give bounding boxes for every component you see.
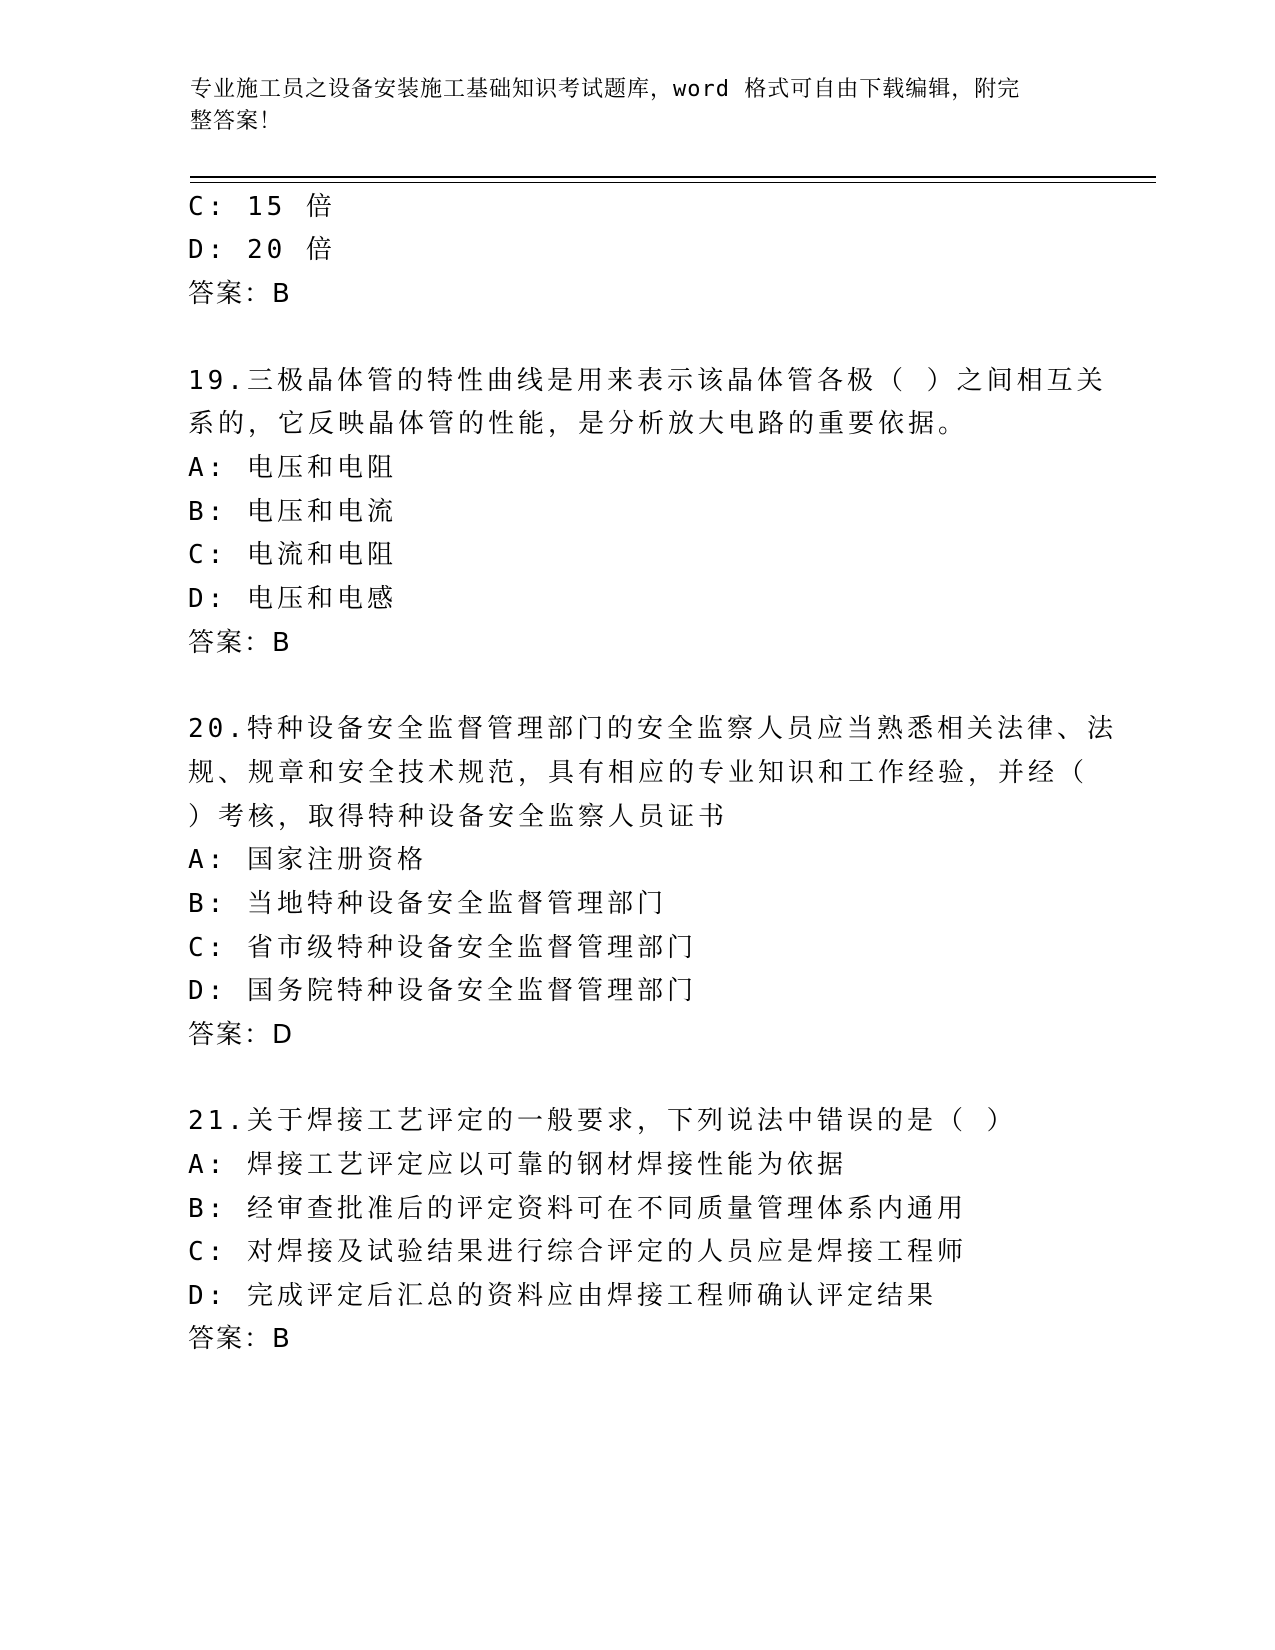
q20-option-d: D: 国务院特种设备安全监督管理部门	[188, 976, 697, 1006]
q21-option-d: D: 完成评定后汇总的资料应由焊接工程师确认评定结果	[188, 1281, 937, 1311]
q21-answer: 答案：B	[188, 1324, 292, 1354]
q18-option-c: C: 15 倍	[188, 192, 336, 222]
q20-option-a: A: 国家注册资格	[188, 845, 427, 875]
q19-stem-line-1: 19.三极晶体管的特性曲线是用来表示该晶体管各极（ ）之间相互关	[188, 366, 1107, 396]
q20-stem-line-2: 规、规章和安全技术规范，具有相应的专业知识和工作经验，并经（	[188, 758, 1089, 788]
q20-stem-line-1: 20.特种设备安全监督管理部门的安全监察人员应当熟悉相关法律、法	[188, 714, 1117, 744]
q21-option-b: B: 经审查批准后的评定资料可在不同质量管理体系内通用	[188, 1194, 967, 1224]
header-rule-thick	[190, 176, 1156, 178]
q20-option-c: C: 省市级特种设备安全监督管理部门	[188, 933, 697, 963]
q20-answer: 答案：D	[188, 1020, 295, 1050]
q19-option-d: D: 电压和电感	[188, 584, 397, 614]
header-line-2: 整答案！	[190, 109, 283, 134]
q18-option-d: D: 20 倍	[188, 235, 336, 265]
q20-option-b: B: 当地特种设备安全监督管理部门	[188, 889, 667, 919]
q19-option-a: A: 电压和电阻	[188, 453, 397, 483]
document-header	[190, 74, 1090, 138]
q21-option-a: A: 焊接工艺评定应以可靠的钢材焊接性能为依据	[188, 1150, 847, 1180]
q20-stem-line-3: ）考核，取得特种设备安全监察人员证书	[188, 802, 729, 832]
header-line-1: 专业施工员之设备安装施工基础知识考试题库，word 格式可自由下载编辑，附完	[190, 77, 1021, 102]
q19-option-c: C: 电流和电阻	[188, 540, 397, 570]
q21-option-c: C: 对焊接及试验结果进行综合评定的人员应是焊接工程师	[188, 1237, 967, 1267]
q18-answer: 答案：B	[188, 279, 292, 309]
q19-answer: 答案：B	[188, 628, 292, 658]
q19-stem-line-2: 系的，它反映晶体管的性能，是分析放大电路的重要依据。	[188, 409, 969, 439]
q21-stem-line-1: 21.关于焊接工艺评定的一般要求，下列说法中错误的是（ ）	[188, 1106, 1017, 1136]
q19-option-b: B: 电压和电流	[188, 497, 397, 527]
header-rule-thin	[190, 182, 1156, 183]
